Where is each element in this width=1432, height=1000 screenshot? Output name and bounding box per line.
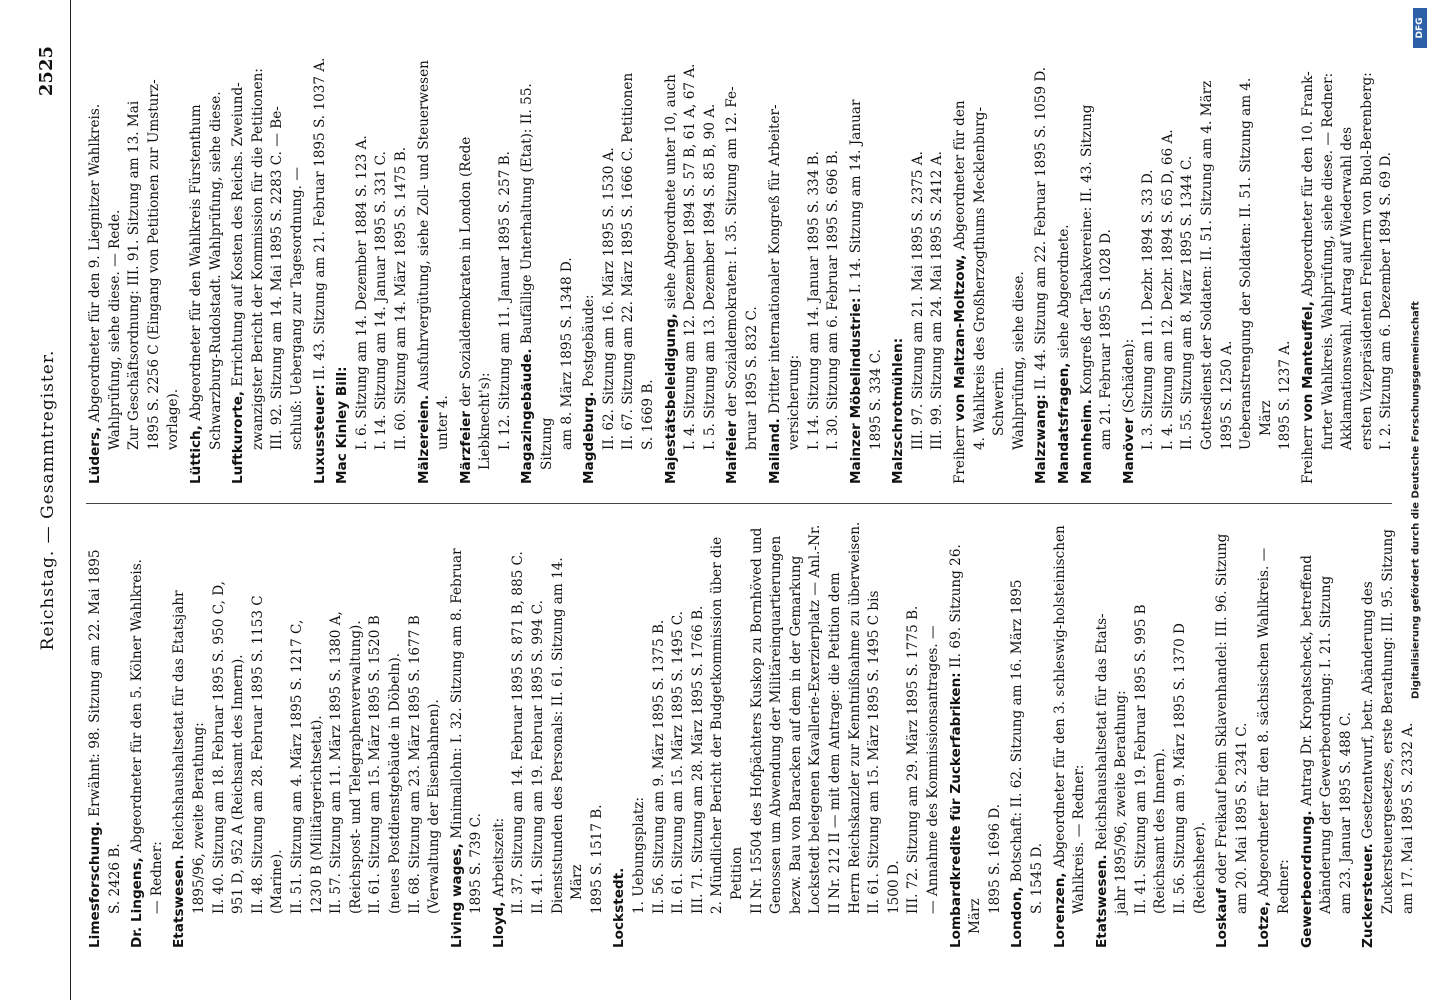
entry-line: I. 6. Sitzung am 14. Dezember 1884 S. 123 A. [353,135,370,450]
entry-line: II. 62. Sitzung am 16. März 1895 S. 1530 A. [600,147,617,450]
entry-heading-line: Lotze, Abgeordneter für den 8. sächsischen Wahlkreis. — [1256,547,1273,948]
entry-line: — Annahme des Kommissionsantrages. — [924,625,941,914]
entry-line: 2. Mündlicher Bericht der Budgetkommission über die Petition [709,536,745,914]
entry-line: II. 61. Sitzung am 15. März 1895 S. 1520 B [367,615,384,914]
index-entry [1120,48,1296,484]
index-entry [1299,48,1397,484]
entry-line: zwanzigster Bericht der Kommission für die Petitionen: [249,68,266,450]
entry-heading-line: Luxussteuer: II. 43. Sitzung am 21. Februar 1895 S. 1037 A. [311,57,328,484]
entry-line: am 8. März 1895 S. 1348 D. [558,257,575,450]
entry-line: I. 4. Sitzung am 12. Dezember 1894 S. 57 B, 61 A, 67 A. [682,63,699,450]
entry-line: Abänderung der Gewerbeordnung: I. 21. Sitzung [1318,575,1335,914]
entry-line: 1895 S. 2256 C (Eingang von Petitionen zur Umsturz- [145,79,162,450]
entry-heading-line: Limesforschung. Erwähnt: 98. Sitzung am 22. Mai 1895 [87,549,103,948]
index-entry [1213,518,1252,948]
entry-line: bezw. Bau von Baracken auf dem in der Gemarkung [787,555,804,914]
entry-line: II. 57. Sitzung am 11. März 1895 S. 1380 A, [328,611,345,914]
entry-heading-line: Lorenzen, Abgeordneter für den 3. schleswig-holsteinischen [1051,525,1068,948]
entry-line: III. 99. Sitzung am 24. Mai 1895 S. 2412 A. [929,151,946,450]
entry-heading-line: Zuckersteuer. Gesetzentwurf, betr. Abänderung des [1360,581,1377,948]
entry-line: S. 1545 D. [1028,842,1045,914]
entry-term: Luxussteuer: [311,384,328,484]
entry-heading-line: Lloyd, Arbeitszeit: [490,817,507,948]
digitization-credit-text: Digitalisierung gefördert durch die Deutsche Forschungsgemeinschaft [1410,301,1422,699]
entry-term: Lotze, [1256,901,1273,948]
entry-heading-line: Mannheim. Kongreß der Tabakvereine: II. 43. Sitzung [1078,104,1095,484]
entry-line: I. 14. Sitzung am 14. Januar 1895 S. 331 C. [373,151,390,450]
index-entry [1298,518,1357,948]
index-entry [947,518,1006,948]
entry-line: (Verwaltung der Eisenbahnen). [426,699,443,914]
entry-term: Malzzwang: [1033,394,1050,484]
entry-line: II. 40. Sitzung am 18. Februar 1895 S. 950 C, D, [210,581,227,914]
index-entry [448,518,487,948]
entry-term: Mandatsfragen, [1055,362,1072,484]
entry-term: Lorenzen, [1051,872,1068,948]
entry-line: Akklamationswahl. Antrag auf Wiederwahl des [1339,126,1356,450]
entry-heading-line: London, Botschaft: II. 62. Sitzung am 16. März 1895 [1009,579,1026,948]
entry-line: I. 4. Sitzung am 12. Dezbr. 1894 S. 65 D, 66 A. [1159,129,1176,450]
entry-line: (Reichsamt des Innern). [1152,748,1169,914]
entry-line: versicherung: [786,354,803,450]
entry-line: Zur Geschäftsordnung: III. 91. Sitzung am 13. Mai [126,100,143,450]
entry-heading-line: Gewerbeordnung. Antrag Dr. Kropatscheck, betreffend [1298,555,1315,948]
index-entry [766,48,844,484]
entry-line: unter 4. [435,395,452,450]
entry-line: I. 3. Sitzung am 11. Dezbr. 1894 S. 33 D. [1140,169,1157,450]
entry-term: Gewerbeordnung. [1298,810,1315,948]
entry-line: (neues Postdienstgebäude in Döbeln). [386,652,403,914]
entry-line: vorlage). [165,388,182,450]
entry-term: Mainzer Möbelindustrie: [847,297,864,484]
entry-heading-line: Mailand. Dritter internationaler Kongreß für Arbeiter- [766,104,783,484]
entry-line: bruar 1895 S. 832 C. [744,306,760,450]
entry-line: 1500 D. [885,860,902,914]
index-entry [518,48,577,484]
index-entry [490,518,608,948]
entry-line: Zuckersteuergesetzes, erste Berathung: III. 95. Sitzung [1380,529,1396,914]
entry-line: 1895/96, zweite Berathung: [190,722,207,914]
entry-term: Magazingebäude. [519,348,536,484]
index-entry [723,48,762,484]
entry-line: I. 14. Sitzung am 14. Januar 1895 S. 334 B. [805,151,822,450]
entry-line: Wahlkreis. — Redner: [1071,764,1088,914]
entry-term: Living wages, [448,843,465,948]
entry-line: III. 71. Sitzung am 28. März 1895 S. 1766 B. [689,605,706,914]
entry-line: II Nr. 212 II — mit dem Antrage: die Petition dem [826,572,843,914]
entry-line: II. 61. Sitzung am 15. März 1895 S. 1495 C. [670,611,687,914]
entry-line: Gottesdienst der Soldaten: II. 51. Sitzung am 4. März [1199,80,1216,450]
entry-heading-line: Lombardkredite für Zuckerfabriken: II. 69. Sitzung 26. März [947,544,984,948]
entry-line: jahr 1895/96, zweite Berathung: [1113,690,1130,914]
entry-term: Mailand. [766,418,783,484]
entry-heading-line: Etatswesen. Reichshaushaltsetat für das Etatsjahr [171,590,188,948]
entry-heading-line: Dr. Lingens, Abgeordneter für den 5. Kölner Wahlkreis. [129,558,146,948]
index-entry [86,48,184,484]
index-entry [333,48,411,484]
entry-line: 1895 S. 334 C. [867,349,884,450]
entry-line: S. 1669 B. [640,379,657,450]
page-number: 2525 [36,46,57,97]
entry-term: Magdeburg. [581,391,598,484]
index-entry [229,48,307,484]
entry-term: Zuckersteuer. [1360,843,1377,948]
entry-line: II. 56. Sitzung am 9. März 1895 S. 1370 D [1172,623,1189,914]
entry-line: II. 61. Sitzung am 15. März 1895 S. 1495 C bis [866,590,883,914]
entry-line: Schwarzburg-Rudolstadt. Wahlprüfung, siehe diese. [207,91,224,450]
entry-heading-line: Märzfeier der Sozialdemokraten in London (Rede Liebknecht's): [457,136,494,484]
entry-line: S. 2426 B. [106,843,123,914]
entry-term: Lüders, [87,426,103,484]
entry-line: III. 72. Sitzung am 29. März 1895 S. 1775 B. [905,605,922,914]
entry-term: von Manteuffel, [1300,301,1317,422]
entry-line: schluß: Uebergang zur Tagesordnung. — [288,167,305,450]
index-entry [610,518,943,948]
entry-heading-line: Lüders, Abgeordneter für den 9. Liegnitzer Wahlkreis. [87,103,103,484]
entry-line: am 23. Januar 1895 S. 488 C. [1337,711,1354,914]
entry-heading-line: Magdeburg. Postgebäude: [581,294,598,484]
entry-term: Märzfeier [457,410,474,484]
entry-term: Mac Kinley Bill: [334,366,351,484]
entry-line: II. 67. Sitzung am 22. März 1895 S. 1666 C. Petitionen [620,72,637,450]
entry-line: furter Wahlkreis. Wahlprüfung, siehe diese. — Redner: [1319,72,1336,450]
entry-line: Dienststunden des Personals: II. 61. Sitzung am 14. März [549,557,586,914]
entry-term: von Maltzan-Moltzow, [951,254,968,422]
index-entry [311,48,331,484]
column-divider [86,503,1392,504]
entry-term: Etatswesen. [171,854,188,948]
entry-line: 1895 S. 1237 A. [1277,340,1294,450]
entry-heading-line: Living wages, Minimallohn: I. 32. Sitzung am 8. Februar [448,548,465,948]
entry-heading-line: Mälzereien. Ausfuhrvergütung, siehe Zoll- und Steuerwesen [415,60,432,484]
entry-line: Redner: [1276,859,1293,914]
entry-line: II. 56. Sitzung am 9. März 1895 S. 1375 B. [650,619,667,914]
entry-term: Lombardkredite für Zuckerfabriken: [947,672,964,948]
entry-line: II. 51. Sitzung am 4. März 1895 S. 1217 C, [288,619,305,914]
entry-line: II. 41. Sitzung am 19. Februar 1895 S. 995 B [1132,604,1149,914]
entry-term: London, [1009,886,1026,948]
entry-line: 1. Uebungsplatz: [631,796,648,914]
entry-term: Mannheim. [1078,399,1095,484]
entry-line: ersten Vizepräsidenten Freiherrn von Buol-Berenberg: [1358,72,1375,450]
index-entry [1093,518,1211,948]
entry-line: 1895 S. 1696 D. [986,803,1003,914]
page-header [30,0,71,1000]
dfg-logo-text: DFG [1415,17,1425,39]
entry-term: Maifeier [724,420,741,484]
entry-line: I. 5. Sitzung am 13. Dezember 1894 S. 85 B, 90 A. [701,103,718,450]
entry-term: Dr. Lingens, [129,857,146,948]
index-entry [847,48,886,484]
entry-line: III. 92. Sitzung am 14. Mai 1895 S. 2283 C. — Be- [269,106,286,450]
index-entry [1078,48,1117,484]
entry-line: II. 55. Sitzung am 8. März 1895 S. 1344 C. [1179,155,1196,450]
entry-heading-line: Freiherr von Maltzan-Moltzow, Abgeordneter für den [951,100,968,484]
entry-term: Mälzereien. [415,394,432,484]
entry-line: Lockstedt belegenen Kavallerie-Exerzierplatz — Anl.-Nr. [807,524,824,914]
entry-line: — Redner: [148,841,165,914]
entry-line: I. 30. Sitzung am 6. Februar 1895 S. 696 B. [825,150,842,450]
entry-term: Lüttich, [187,425,204,484]
left-column [86,518,1416,948]
index-entry [1032,48,1052,484]
entry-line: II. 60. Sitzung am 14. März 1895 S. 1475 B. [392,146,409,450]
index-entry [187,48,226,484]
entry-term: Loskauf [1214,888,1231,948]
entry-line: Genossen um Abwendung der Militäreinquartierungen [768,535,785,914]
entry-line: I. 12. Sitzung am 11. Januar 1895 S. 257 B. [496,151,513,450]
entry-heading-line: Maifeier der Sozialdemokraten: I. 35. Sitzung am 12. Fe- [724,86,741,484]
entry-line: Ueberanstrengung der Soldaten: II. 51. Sitzung am 4. März [1238,77,1274,450]
index-entry [580,48,658,484]
entry-heading-line: Mainzer Möbelindustrie: I. 14. Sitzung am 14. Januar [847,99,864,484]
entry-line: am 21. Februar 1895 S. 1028 D. [1098,229,1115,450]
entry-heading-line [889,48,909,484]
entry-line: 951 D, 952 A (Reichsamt des Innern). [230,654,247,914]
entry-heading-line: Magazingebäude. Baufällige Unterhaltung (Etat): II. 55. Sitzung [519,83,556,484]
index-entry [889,48,948,484]
entry-line: 1895 S. 1517 B. [588,804,605,914]
entry-line: am 17. Mai 1895 S. 2332 A. [1399,722,1416,914]
entry-term: Lockstedt. [611,867,628,948]
index-entry [457,48,516,484]
entry-heading-line: Mandatsfragen, siehe Abgeordnete. [1055,224,1072,484]
entry-term: Lloyd, [490,901,507,948]
entry-line: II Nr. 15504 des Hofpächters Kuskop zu Bornhöved und [748,527,765,914]
entry-line: III. 97. Sitzung am 21. Mai 1895 S. 2375 A. [909,151,926,450]
entry-line: 1230 B (Militärgerichtsetat). [308,715,325,914]
index-entry [1255,518,1294,948]
entry-term: Manöver [1120,417,1137,484]
entry-heading-line: Malzzwang: II. 44. Sitzung am 22. Februar 1895 S. 1059 D. [1033,66,1050,484]
entry-term: Malzschrotmühlen: [890,337,907,484]
entry-line: (Reichspost- und Telegraphenverwaltung). [347,620,364,914]
entry-heading-line: Etatswesen. Reichshaushaltsetat für das Etats- [1093,613,1110,948]
entry-term: Majestätsbeleidigung, [662,313,679,484]
entry-term: Limesforschung. [87,821,103,948]
entry-line: 1895 S. 1250 A. [1218,340,1235,450]
index-entry [951,48,1029,484]
entry-heading-line: Freiherr von Manteuffel, Abgeordneter für den 10. Frank- [1300,71,1317,484]
dfg-logo [1413,8,1427,48]
index-entry [1051,518,1090,948]
index-entry [128,518,167,948]
entry-term: Luftkurorte, [230,390,247,484]
entry-line: II. 37. Sitzung am 14. Februar 1895 S. 871 B, 885 C. [510,551,527,914]
digitization-credit [1408,8,1424,992]
entry-heading-line: Loskauf oder Freikauf beim Sklavenhandel: III. 96. Sitzung [1214,533,1231,948]
index-entry [1055,48,1075,484]
entry-heading-line: Majestätsbeleidigung, siehe Abgeordnete unter 10, auch [662,74,679,484]
entry-line: II. 48. Sitzung am 28. Februar 1895 S. 1153 C [249,595,266,914]
running-title: Reichstag. — Gesammtregister. [38,349,58,651]
entry-line: II. 68. Sitzung am 23. März 1895 S. 1677 B [406,615,423,914]
entry-line: 1895 S. 739 C. [468,813,485,914]
entry-line: Wahlprüfung, siehe diese. — Rede. [106,209,123,450]
entry-line: I. 2. Sitzung am 6. Dezember 1894 S. 69 D. [1378,151,1395,450]
index-entry [415,48,454,484]
index-entry [662,48,721,484]
entry-line: Wahlprüfung, siehe diese. [1010,271,1027,450]
entry-term: Etatswesen. [1093,854,1110,948]
entry-line: (Reichsheer). [1191,821,1208,914]
entry-line: Herrn Reichskanzler zur Kenntnißnahme zu überweisen. [846,521,863,914]
right-column [86,48,1395,484]
entry-heading-line: Lüttich, Abgeordneter für den Wahlkreis Fürstenthum [187,104,204,484]
entry-heading-line [610,518,630,948]
index-entry [170,518,444,948]
entry-line: (Marine). [269,849,286,914]
index-entry [1008,518,1047,948]
entry-line: 4. Wahlkreis des Großherzogthums Mecklenburg-Schwerin. [971,106,1008,450]
entry-line: II. 41. Sitzung am 19. Februar 1895 S. 994 C. [530,600,547,914]
entry-heading-line: Manöver (Schäden): [1120,338,1137,484]
entry-heading-line [333,48,353,484]
index-entry [86,518,125,948]
entry-line: am 20. Mai 1895 S. 2341 C. [1233,722,1250,914]
entry-heading-line: Luftkurorte, Errichtung auf Kosten des Reichs. Zweiund- [230,82,247,484]
